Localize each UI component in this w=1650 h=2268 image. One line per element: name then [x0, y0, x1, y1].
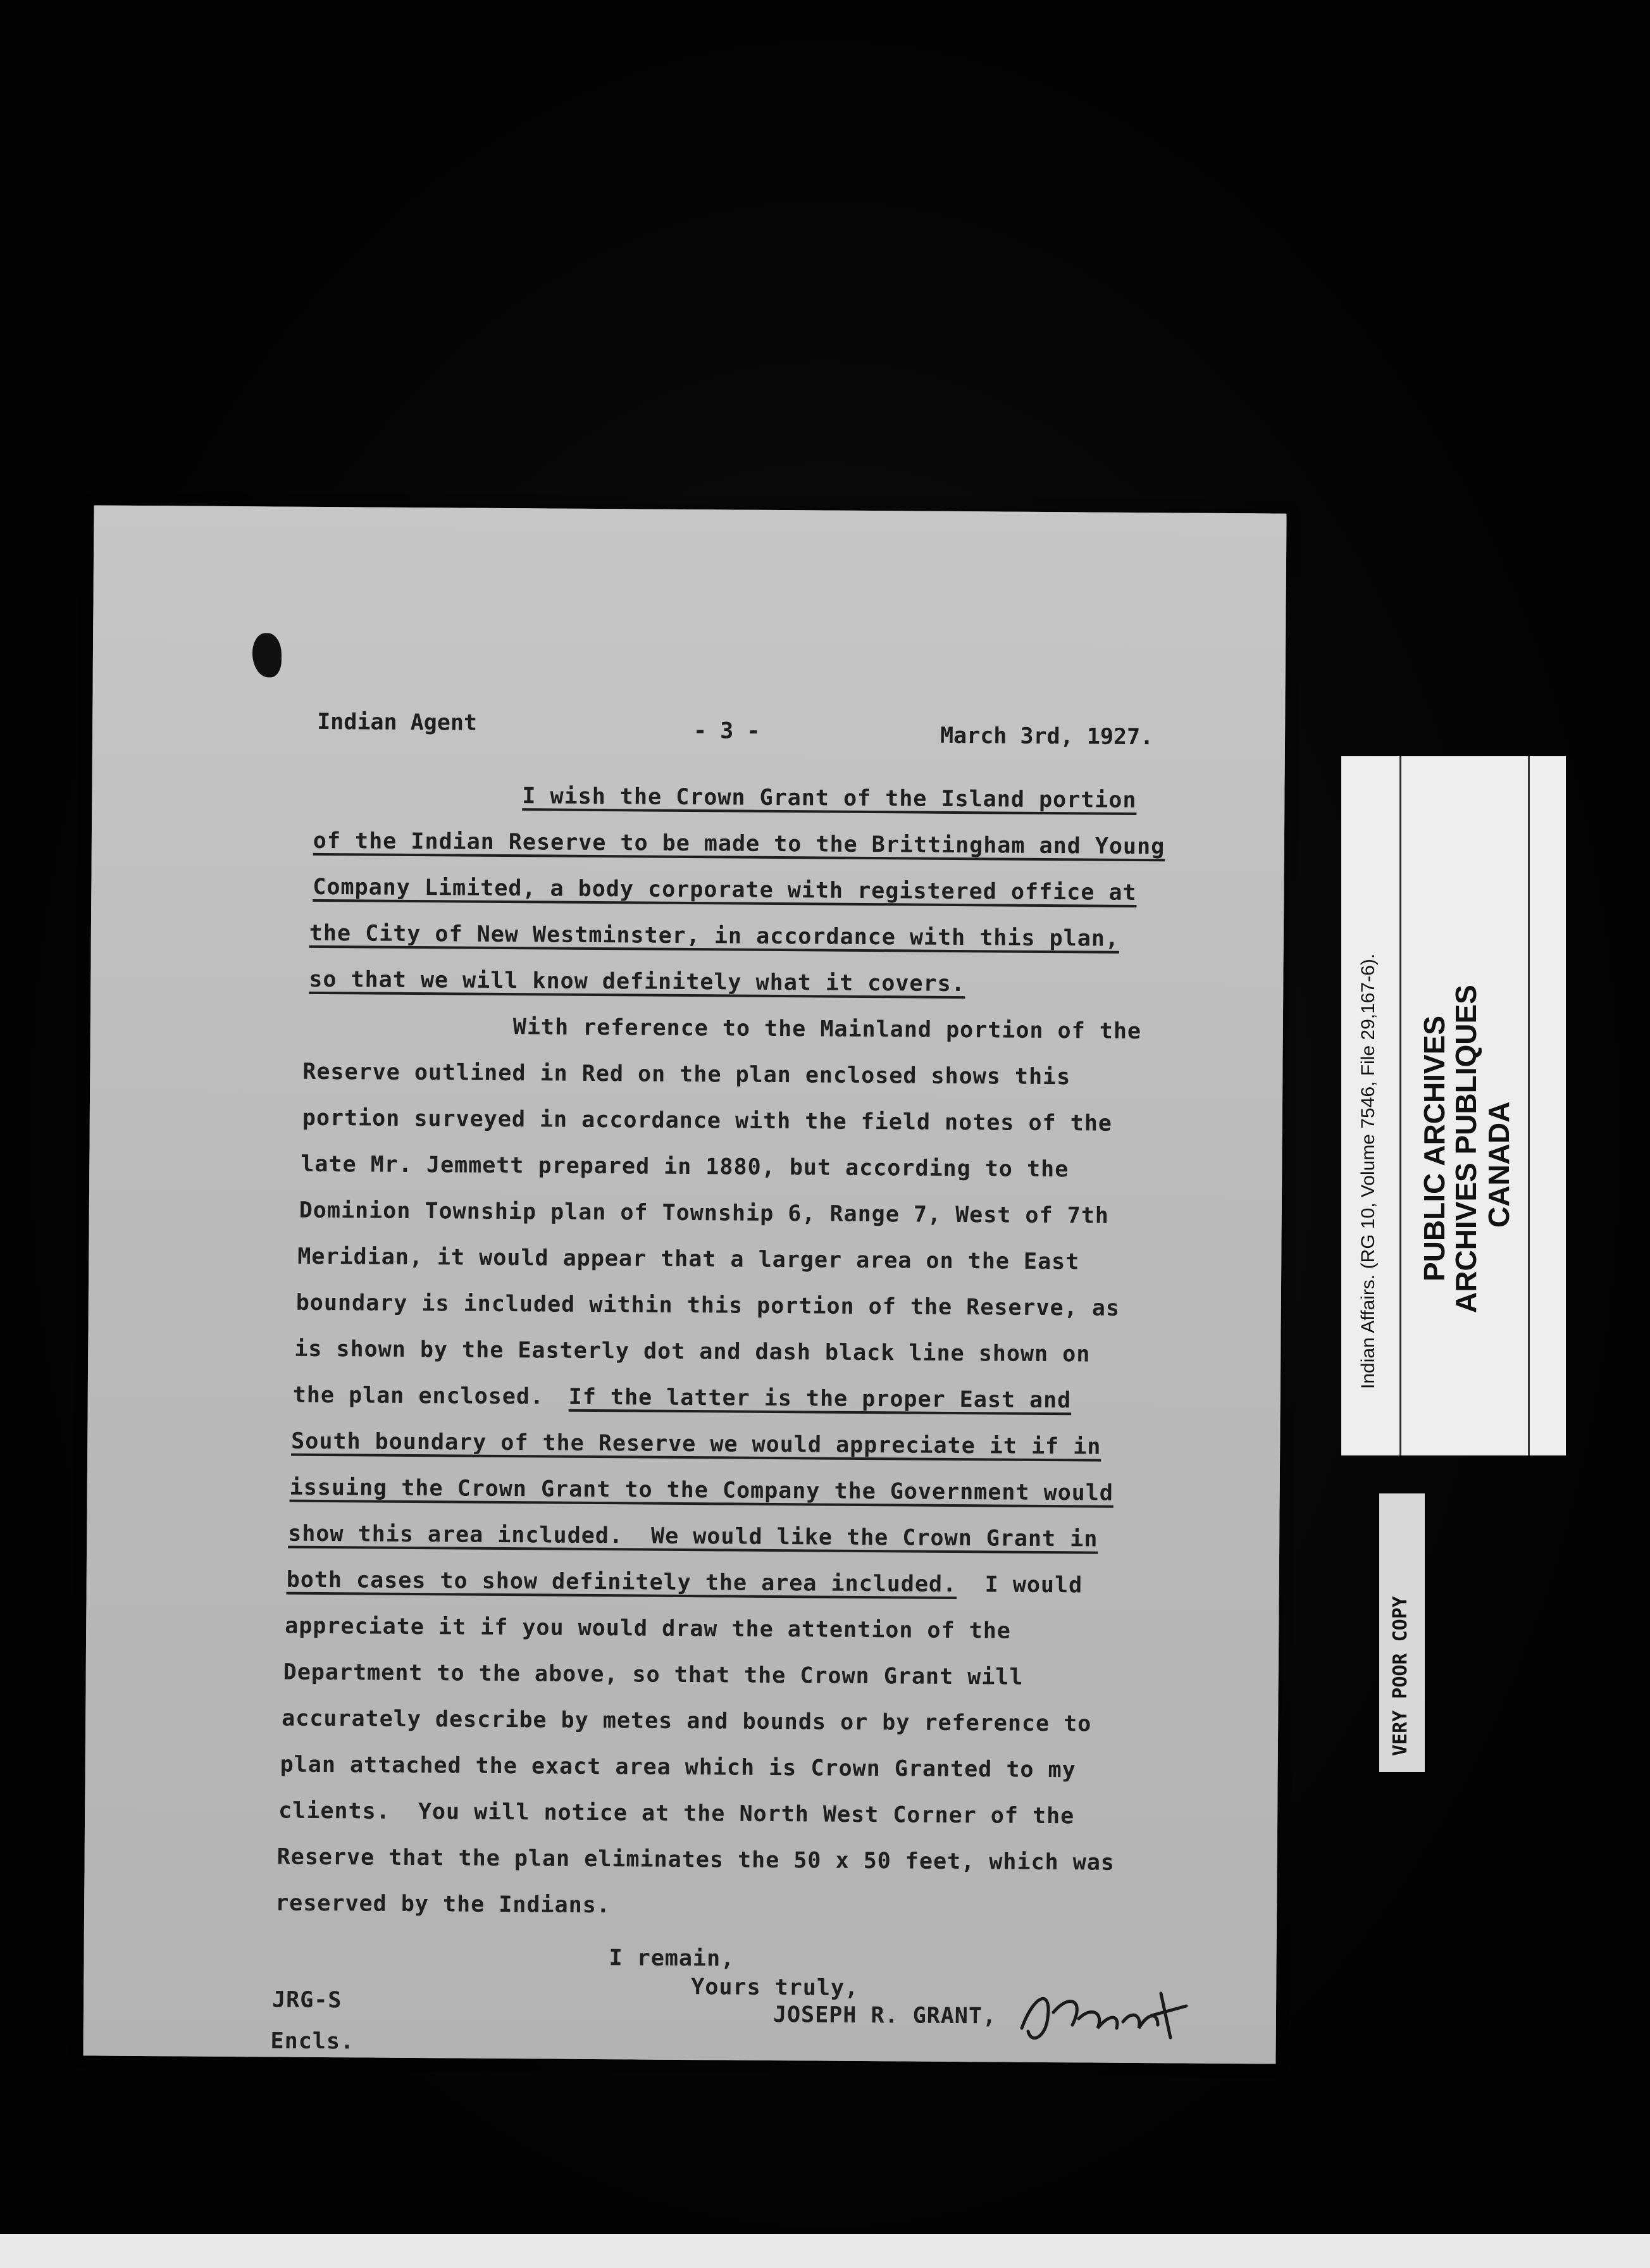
body-line: boundary is included within this portion of the Reserve, as: [295, 1290, 1120, 1321]
scan-bottom-band: [0, 2234, 1650, 2268]
handwritten-signature: [1009, 1968, 1193, 2057]
body-line: Meridian, it would appear that a larger area on the East: [297, 1243, 1080, 1275]
enclosures-note: Encls.: [270, 2028, 355, 2055]
header-date: March 3rd, 1927.: [940, 723, 1154, 751]
body-line: Reserve outlined in Red on the plan enclosed shows this: [302, 1059, 1071, 1090]
body-line: accurately describe by metes and bounds or by reference to: [282, 1705, 1092, 1737]
archive-line-3: CANADA: [1482, 1101, 1515, 1228]
body-line: reserved by the Indians.: [275, 1890, 611, 1919]
header-recipient: Indian Agent: [317, 709, 478, 736]
ink-blot: [252, 633, 282, 677]
quality-label-text: VERY POOR COPY: [1389, 1596, 1411, 1756]
body-line: If the latter is the proper East and: [568, 1384, 1072, 1414]
closing-yours: Yours truly,: [691, 1974, 859, 2001]
body-line: Reserve that the plan eliminates the 50 x 50 feet, which was: [276, 1844, 1115, 1876]
body-line: plan attached the exact area which is Crown Granted to my: [280, 1752, 1076, 1783]
body-line: both cases to show definitely the area included.: [286, 1567, 957, 1598]
body-line: I would: [984, 1572, 1083, 1598]
closing-remain: I remain,: [609, 1945, 735, 1972]
archive-line-2: ARCHIVES PUBLIQUES: [1449, 985, 1482, 1313]
header-page-number: - 3 -: [693, 718, 760, 744]
body-line: issuing the Crown Grant to the Company the Government would: [289, 1474, 1114, 1506]
archive-label: [1341, 756, 1566, 1455]
body-line: Company Limited, a body corporate with registered office at: [313, 874, 1137, 906]
body-line: the plan enclosed.: [292, 1382, 545, 1410]
body-line: Dominion Township plan of Township 6, Range 7, West of 7th: [299, 1197, 1110, 1229]
sender-name: JOSEPH R. GRANT,: [772, 2002, 997, 2029]
body-line: With reference to the Mainland portion of the: [512, 1014, 1142, 1045]
body-line: late Mr. Jemmett prepared in 1880, but according to the: [301, 1151, 1069, 1183]
body-line: the City of New Westminster, in accordance with this plan,: [309, 920, 1120, 952]
body-line: Department to the above, so that the Crown Grant will: [283, 1659, 1024, 1690]
body-line: appreciate it if you would draw the attention of the: [285, 1613, 1012, 1644]
letter-page: [83, 505, 1286, 2064]
body-line: clients. You will notice at the North West Corner of the: [278, 1798, 1075, 1829]
body-line: portion surveyed in accordance with the field notes of the: [302, 1105, 1113, 1137]
archive-line-1: PUBLIC ARCHIVES: [1418, 1016, 1451, 1281]
body-line: of the Indian Reserve to be made to the Brittingham and Young: [313, 828, 1165, 860]
archive-reference: Indian Affairs. (RG 10, Volume 7546, File 29,167-6).: [1358, 953, 1379, 1389]
body-line: I wish the Crown Grant of the Island portion: [522, 783, 1137, 813]
quality-label: [1379, 1493, 1425, 1772]
body-line: show this area included. We would like the Crown Grant in: [288, 1521, 1098, 1552]
body-line: so that we will know definitely what it covers.: [309, 966, 965, 997]
body-line: South boundary of the Reserve we would appreciate it if in: [291, 1428, 1101, 1460]
body-line: is shown by the Easterly dot and dash black line shown on: [294, 1336, 1091, 1368]
typist-initials: JRG-S: [271, 1987, 342, 2014]
